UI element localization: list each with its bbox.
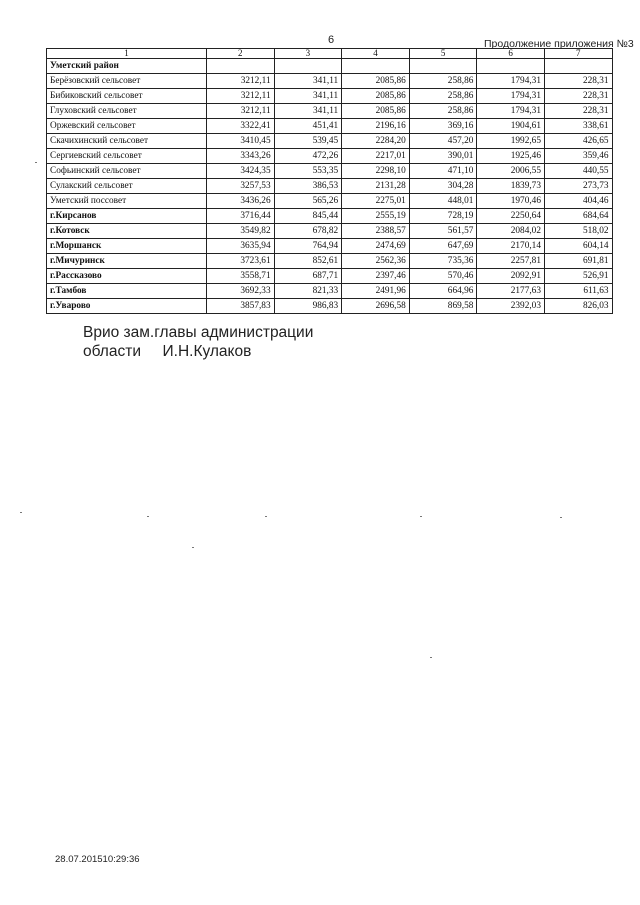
value-cell: 3857,83 — [207, 299, 275, 314]
value-cell: 821,33 — [274, 284, 342, 299]
value-cell: 3212,11 — [207, 74, 275, 89]
value-cell: 440,55 — [544, 164, 612, 179]
empty-cell — [207, 59, 275, 74]
row-label: г.Рассказово — [47, 269, 207, 284]
print-timestamp: 28.07.201510:29:36 — [55, 854, 140, 865]
value-cell: 451,41 — [274, 119, 342, 134]
value-cell: 3558,71 — [207, 269, 275, 284]
value-cell: 691,81 — [544, 254, 612, 269]
value-cell: 338,61 — [544, 119, 612, 134]
row-label: Сулакский сельсовет — [47, 179, 207, 194]
value-cell: 869,58 — [409, 299, 477, 314]
scan-speck — [265, 516, 267, 517]
value-cell: 539,45 — [274, 134, 342, 149]
value-cell: 2257,81 — [477, 254, 545, 269]
scan-speck — [430, 657, 432, 658]
scan-speck — [560, 517, 562, 518]
value-cell: 735,36 — [409, 254, 477, 269]
value-cell: 369,16 — [409, 119, 477, 134]
table-row — [47, 74, 613, 89]
value-cell: 228,31 — [544, 104, 612, 119]
value-cell: 404,46 — [544, 194, 612, 209]
value-cell: 2275,01 — [342, 194, 410, 209]
value-cell: 228,31 — [544, 74, 612, 89]
row-label: г.Моршанск — [47, 239, 207, 254]
scan-speck — [420, 516, 422, 517]
value-cell: 1925,46 — [477, 149, 545, 164]
value-cell: 845,44 — [274, 209, 342, 224]
table-row — [47, 299, 613, 314]
value-cell: 2284,20 — [342, 134, 410, 149]
value-cell: 3723,61 — [207, 254, 275, 269]
value-cell: 341,11 — [274, 104, 342, 119]
value-cell: 472,26 — [274, 149, 342, 164]
value-cell: 826,03 — [544, 299, 612, 314]
value-cell: 341,11 — [274, 89, 342, 104]
value-cell: 2474,69 — [342, 239, 410, 254]
value-cell: 471,10 — [409, 164, 477, 179]
value-cell: 1992,65 — [477, 134, 545, 149]
empty-cell — [477, 59, 545, 74]
value-cell: 3212,11 — [207, 89, 275, 104]
value-cell: 2170,14 — [477, 239, 545, 254]
row-label: Сергиевский сельсовет — [47, 149, 207, 164]
value-cell: 611,63 — [544, 284, 612, 299]
table-row — [47, 179, 613, 194]
row-label: г.Кирсанов — [47, 209, 207, 224]
row-label: Бибиковский сельсовет — [47, 89, 207, 104]
empty-cell — [409, 59, 477, 74]
scan-speck — [192, 547, 194, 548]
value-cell: 1904,61 — [477, 119, 545, 134]
empty-cell — [274, 59, 342, 74]
value-cell: 457,20 — [409, 134, 477, 149]
value-cell: 3716,44 — [207, 209, 275, 224]
column-header: 2 — [207, 49, 275, 59]
value-cell: 1794,31 — [477, 74, 545, 89]
row-label: г.Котовск — [47, 224, 207, 239]
value-cell: 2217,01 — [342, 149, 410, 164]
column-header: 5 — [409, 49, 477, 59]
value-cell: 1794,31 — [477, 89, 545, 104]
value-cell: 852,61 — [274, 254, 342, 269]
value-cell: 1970,46 — [477, 194, 545, 209]
value-cell: 2006,55 — [477, 164, 545, 179]
value-cell: 2250,64 — [477, 209, 545, 224]
continuation-caption: Продолжение приложения №3 — [484, 38, 634, 50]
table-row — [47, 164, 613, 179]
table-row — [47, 149, 613, 164]
column-number-row — [47, 49, 613, 59]
district-label: Уметский район — [47, 59, 207, 74]
value-cell: 304,28 — [409, 179, 477, 194]
table-row — [47, 224, 613, 239]
row-label: Уметский поссовет — [47, 194, 207, 209]
column-header: 1 — [47, 49, 207, 59]
row-label: г.Мичуринск — [47, 254, 207, 269]
value-cell: 258,86 — [409, 89, 477, 104]
value-cell: 2388,57 — [342, 224, 410, 239]
value-cell: 3424,35 — [207, 164, 275, 179]
value-cell: 3436,26 — [207, 194, 275, 209]
table-body — [47, 59, 613, 314]
value-cell: 258,86 — [409, 74, 477, 89]
value-cell: 386,53 — [274, 179, 342, 194]
value-cell: 3343,26 — [207, 149, 275, 164]
value-cell: 2092,91 — [477, 269, 545, 284]
column-header: 4 — [342, 49, 410, 59]
value-cell: 426,65 — [544, 134, 612, 149]
value-cell: 664,96 — [409, 284, 477, 299]
value-cell: 2085,86 — [342, 74, 410, 89]
scan-speck — [147, 516, 149, 517]
value-cell: 2085,86 — [342, 89, 410, 104]
column-header: 7 — [544, 49, 612, 59]
value-cell: 3322,41 — [207, 119, 275, 134]
signature-block — [83, 323, 313, 361]
value-cell: 3257,53 — [207, 179, 275, 194]
row-label: г.Тамбов — [47, 284, 207, 299]
value-cell: 2392,03 — [477, 299, 545, 314]
scan-speck — [35, 162, 37, 163]
table-row — [47, 119, 613, 134]
table-row — [47, 104, 613, 119]
table-row — [47, 284, 613, 299]
value-cell: 3212,11 — [207, 104, 275, 119]
table-row — [47, 269, 613, 284]
tariff-table — [46, 48, 613, 314]
row-label: Софьинский сельсовет — [47, 164, 207, 179]
district-row — [47, 59, 613, 74]
value-cell: 728,19 — [409, 209, 477, 224]
value-cell: 2298,10 — [342, 164, 410, 179]
table-row — [47, 254, 613, 269]
value-cell: 448,01 — [409, 194, 477, 209]
value-cell: 1794,31 — [477, 104, 545, 119]
column-header: 3 — [274, 49, 342, 59]
scan-speck — [20, 512, 22, 513]
value-cell: 565,26 — [274, 194, 342, 209]
value-cell: 2196,16 — [342, 119, 410, 134]
value-cell: 526,91 — [544, 269, 612, 284]
value-cell: 258,86 — [409, 104, 477, 119]
value-cell: 570,46 — [409, 269, 477, 284]
row-label: г.Уварово — [47, 299, 207, 314]
value-cell: 2562,36 — [342, 254, 410, 269]
value-cell: 2397,46 — [342, 269, 410, 284]
value-cell: 561,57 — [409, 224, 477, 239]
value-cell: 986,83 — [274, 299, 342, 314]
value-cell: 2085,86 — [342, 104, 410, 119]
signature-title: Врио зам.главы администрации — [83, 324, 314, 341]
empty-cell — [544, 59, 612, 74]
signature-name: области И.Н.Кулаков — [83, 343, 252, 360]
row-label: Оржевский сельсовет — [47, 119, 207, 134]
value-cell: 647,69 — [409, 239, 477, 254]
value-cell: 687,71 — [274, 269, 342, 284]
value-cell: 604,14 — [544, 239, 612, 254]
table-row — [47, 239, 613, 254]
value-cell: 2084,02 — [477, 224, 545, 239]
value-cell: 3410,45 — [207, 134, 275, 149]
table-row — [47, 89, 613, 104]
table-row — [47, 194, 613, 209]
value-cell: 2131,28 — [342, 179, 410, 194]
empty-cell — [342, 59, 410, 74]
value-cell: 1839,73 — [477, 179, 545, 194]
value-cell: 2555,19 — [342, 209, 410, 224]
row-label: Скачихинский сельсовет — [47, 134, 207, 149]
value-cell: 678,82 — [274, 224, 342, 239]
value-cell: 518,02 — [544, 224, 612, 239]
value-cell: 2696,58 — [342, 299, 410, 314]
column-header: 6 — [477, 49, 545, 59]
value-cell: 228,31 — [544, 89, 612, 104]
table-row — [47, 134, 613, 149]
value-cell: 2491,96 — [342, 284, 410, 299]
value-cell: 359,46 — [544, 149, 612, 164]
value-cell: 764,94 — [274, 239, 342, 254]
value-cell: 2177,63 — [477, 284, 545, 299]
page-number: 6 — [328, 34, 335, 46]
row-label: Берёзовский сельсовет — [47, 74, 207, 89]
row-label: Глуховский сельсовет — [47, 104, 207, 119]
value-cell: 3692,33 — [207, 284, 275, 299]
value-cell: 390,01 — [409, 149, 477, 164]
value-cell: 684,64 — [544, 209, 612, 224]
value-cell: 3549,82 — [207, 224, 275, 239]
value-cell: 553,35 — [274, 164, 342, 179]
value-cell: 341,11 — [274, 74, 342, 89]
table-row — [47, 209, 613, 224]
value-cell: 3635,94 — [207, 239, 275, 254]
value-cell: 273,73 — [544, 179, 612, 194]
